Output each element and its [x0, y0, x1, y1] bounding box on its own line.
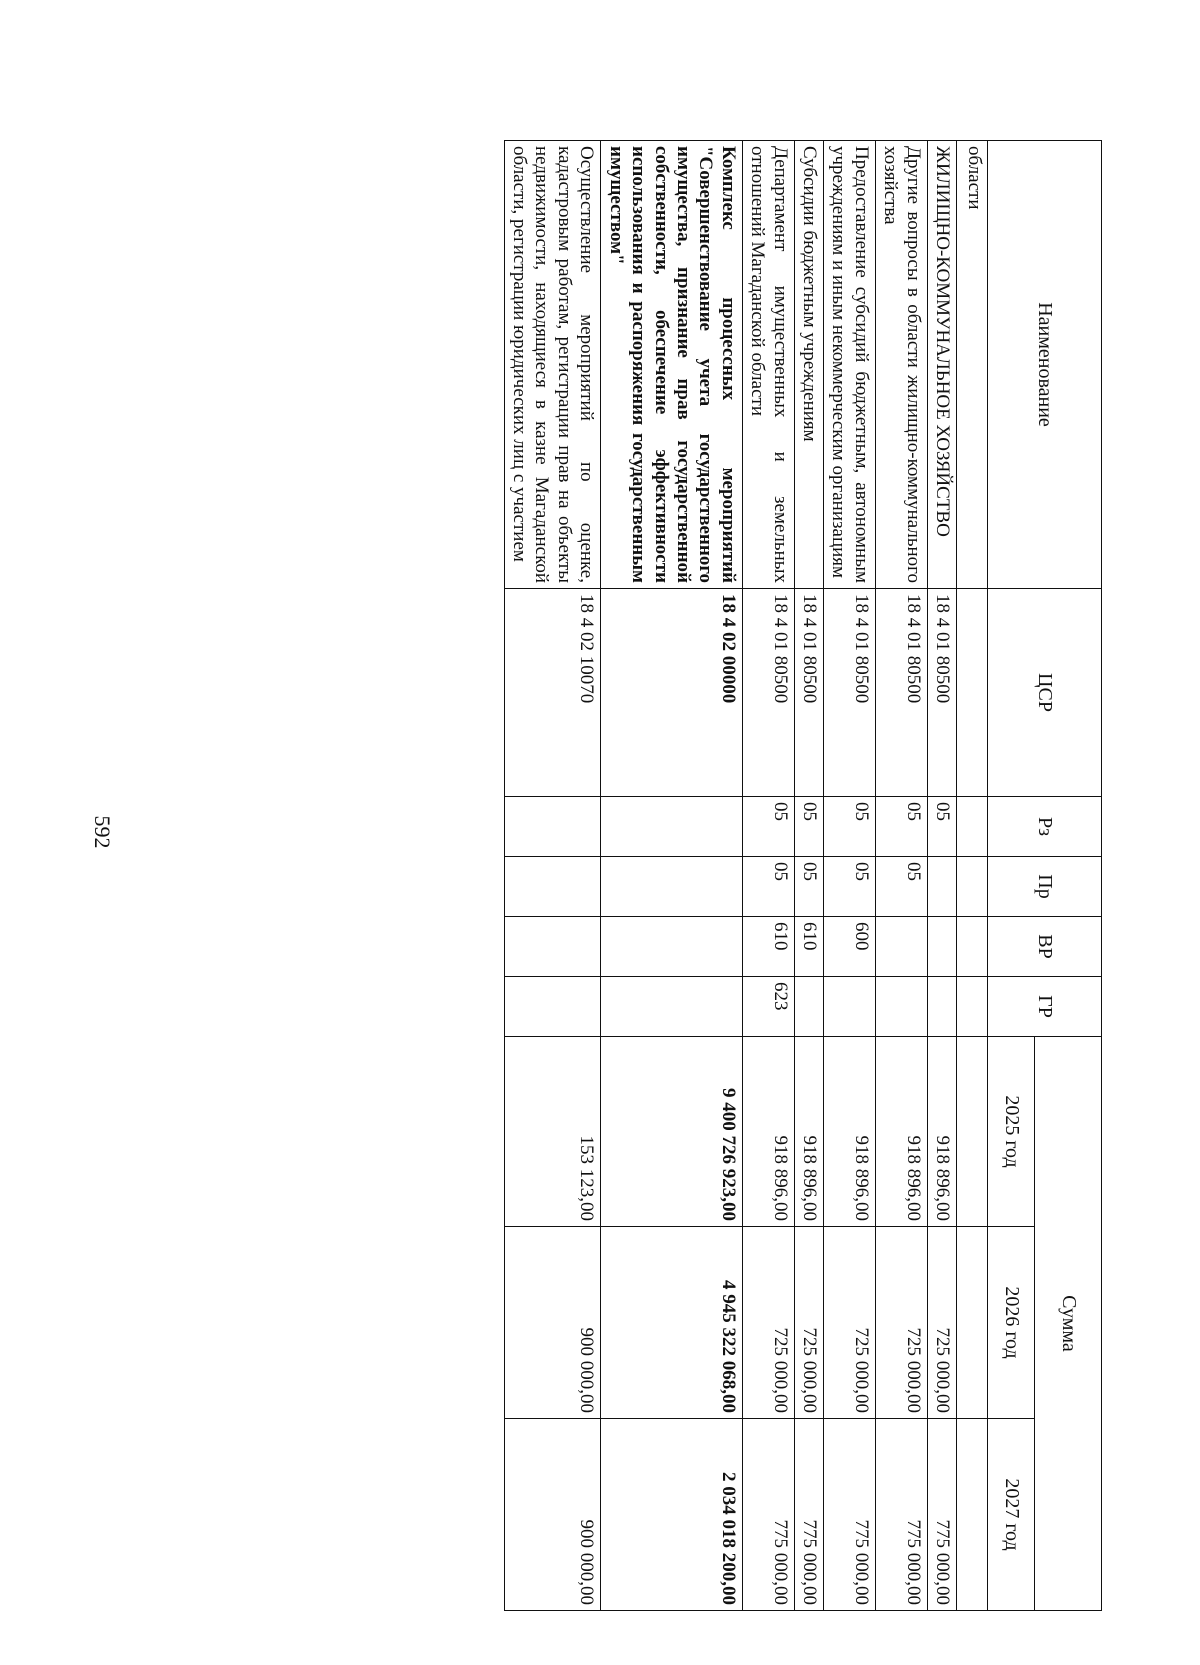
table-row: [601, 141, 742, 1611]
row-2027: 775 000,00: [875, 1419, 927, 1611]
header-2027: 2027 год: [988, 1419, 1035, 1611]
row-vr: [504, 917, 601, 977]
row-name: Другие вопросы в области жилищно-коммунального хозяйства: [875, 141, 927, 589]
header-row-top: [1035, 141, 1102, 1611]
row-gr: [601, 977, 742, 1037]
table-row: [794, 141, 823, 1611]
row-gr: [957, 977, 988, 1037]
row-2027: [957, 1419, 988, 1611]
row-vr: 600: [823, 917, 875, 977]
budget-table-rotated: [172, 140, 1102, 1610]
row-2025: [957, 1037, 988, 1227]
row-gr: [823, 977, 875, 1037]
row-name: Осуществление мероприятий по оценке, кадастровым работам, регистрации прав на объекты недвижимости, находящиеся в казне Магаданской области, регистрации юридических лиц с участием: [504, 141, 601, 589]
row-vr: 610: [742, 917, 794, 977]
row-pr: [957, 857, 988, 917]
budget-table: [504, 140, 1102, 1611]
row-csr: [957, 589, 988, 797]
row-2026: 725 000,00: [875, 1227, 927, 1419]
row-2027: 775 000,00: [927, 1419, 956, 1611]
row-2025: 918 896,00: [927, 1037, 956, 1227]
row-pr: 05: [823, 857, 875, 917]
row-2027: 775 000,00: [794, 1419, 823, 1611]
row-name: Субсидии бюджетным учреждениям: [794, 141, 823, 589]
row-csr: 18 4 02 10070: [504, 589, 601, 797]
row-2025: 918 896,00: [794, 1037, 823, 1227]
row-2025: 918 896,00: [823, 1037, 875, 1227]
row-csr: 18 4 02 00000: [601, 589, 742, 797]
table-row: [875, 141, 927, 1611]
row-gr: [927, 977, 956, 1037]
row-pr: 05: [875, 857, 927, 917]
row-vr: [927, 917, 956, 977]
row-2026: 725 000,00: [794, 1227, 823, 1419]
row-rz: [601, 797, 742, 857]
header-rz: Рз: [988, 797, 1102, 857]
header-gr: ГР: [988, 977, 1102, 1037]
row-pr: [504, 857, 601, 917]
row-2027: 2 034 018 200,00: [601, 1419, 742, 1611]
row-2026: 900 000,00: [504, 1227, 601, 1419]
table-row: [742, 141, 794, 1611]
row-name: Департамент имущественных и земельных отношений Магаданской области: [742, 141, 794, 589]
table-row: [957, 141, 988, 1611]
row-rz: 05: [742, 797, 794, 857]
table-row: [504, 141, 601, 1611]
row-gr: 623: [742, 977, 794, 1037]
row-2027: 775 000,00: [823, 1419, 875, 1611]
row-csr: 18 4 01 80500: [927, 589, 956, 797]
row-pr: 05: [794, 857, 823, 917]
row-2027: 775 000,00: [742, 1419, 794, 1611]
row-name: ЖИЛИЩНО-КОММУНАЛЬНОЕ ХОЗЯЙСТВО: [927, 141, 956, 589]
row-name: Комплекс процессных мероприятий "Совершенствование учета государственного имущества, признание прав государственной собственности, обеспечение эффективности использования и распоряжения государственным имуществом": [601, 141, 742, 589]
row-2026: 725 000,00: [823, 1227, 875, 1419]
row-pr: 05: [742, 857, 794, 917]
row-vr: [957, 917, 988, 977]
row-rz: 05: [823, 797, 875, 857]
row-2025: 918 896,00: [742, 1037, 794, 1227]
header-name: Наименование: [988, 141, 1102, 589]
row-2026: 725 000,00: [927, 1227, 956, 1419]
row-gr: [504, 977, 601, 1037]
row-pr: [601, 857, 742, 917]
row-2027: 900 000,00: [504, 1419, 601, 1611]
row-vr: 610: [794, 917, 823, 977]
row-csr: 18 4 01 80500: [875, 589, 927, 797]
row-csr: 18 4 01 80500: [794, 589, 823, 797]
row-2025: 918 896,00: [875, 1037, 927, 1227]
header-sum: Сумма: [1035, 1037, 1102, 1611]
page-number: 592: [90, 815, 115, 849]
row-rz: [504, 797, 601, 857]
row-rz: [957, 797, 988, 857]
row-csr: 18 4 01 80500: [742, 589, 794, 797]
row-name: области: [957, 141, 988, 589]
row-rz: 05: [794, 797, 823, 857]
row-2025: 9 400 726 923,00: [601, 1037, 742, 1227]
header-pr: Пр: [988, 857, 1102, 917]
row-vr: [601, 917, 742, 977]
table-row: [823, 141, 875, 1611]
row-vr: [875, 917, 927, 977]
row-pr: [927, 857, 956, 917]
header-vr: ВР: [988, 917, 1102, 977]
row-rz: 05: [875, 797, 927, 857]
row-2026: 4 945 322 068,00: [601, 1227, 742, 1419]
header-csr: ЦСР: [988, 589, 1102, 797]
row-gr: [794, 977, 823, 1037]
row-2026: 725 000,00: [742, 1227, 794, 1419]
row-rz: 05: [927, 797, 956, 857]
row-2025: 153 123,00: [504, 1037, 601, 1227]
header-2025: 2025 год: [988, 1037, 1035, 1227]
header-2026: 2026 год: [988, 1227, 1035, 1419]
table-row: [927, 141, 956, 1611]
row-csr: 18 4 01 80500: [823, 589, 875, 797]
row-gr: [875, 977, 927, 1037]
row-2026: [957, 1227, 988, 1419]
row-name: Предоставление субсидий бюджетным, автономным учреждениям и иным некоммерческим организациям: [823, 141, 875, 589]
